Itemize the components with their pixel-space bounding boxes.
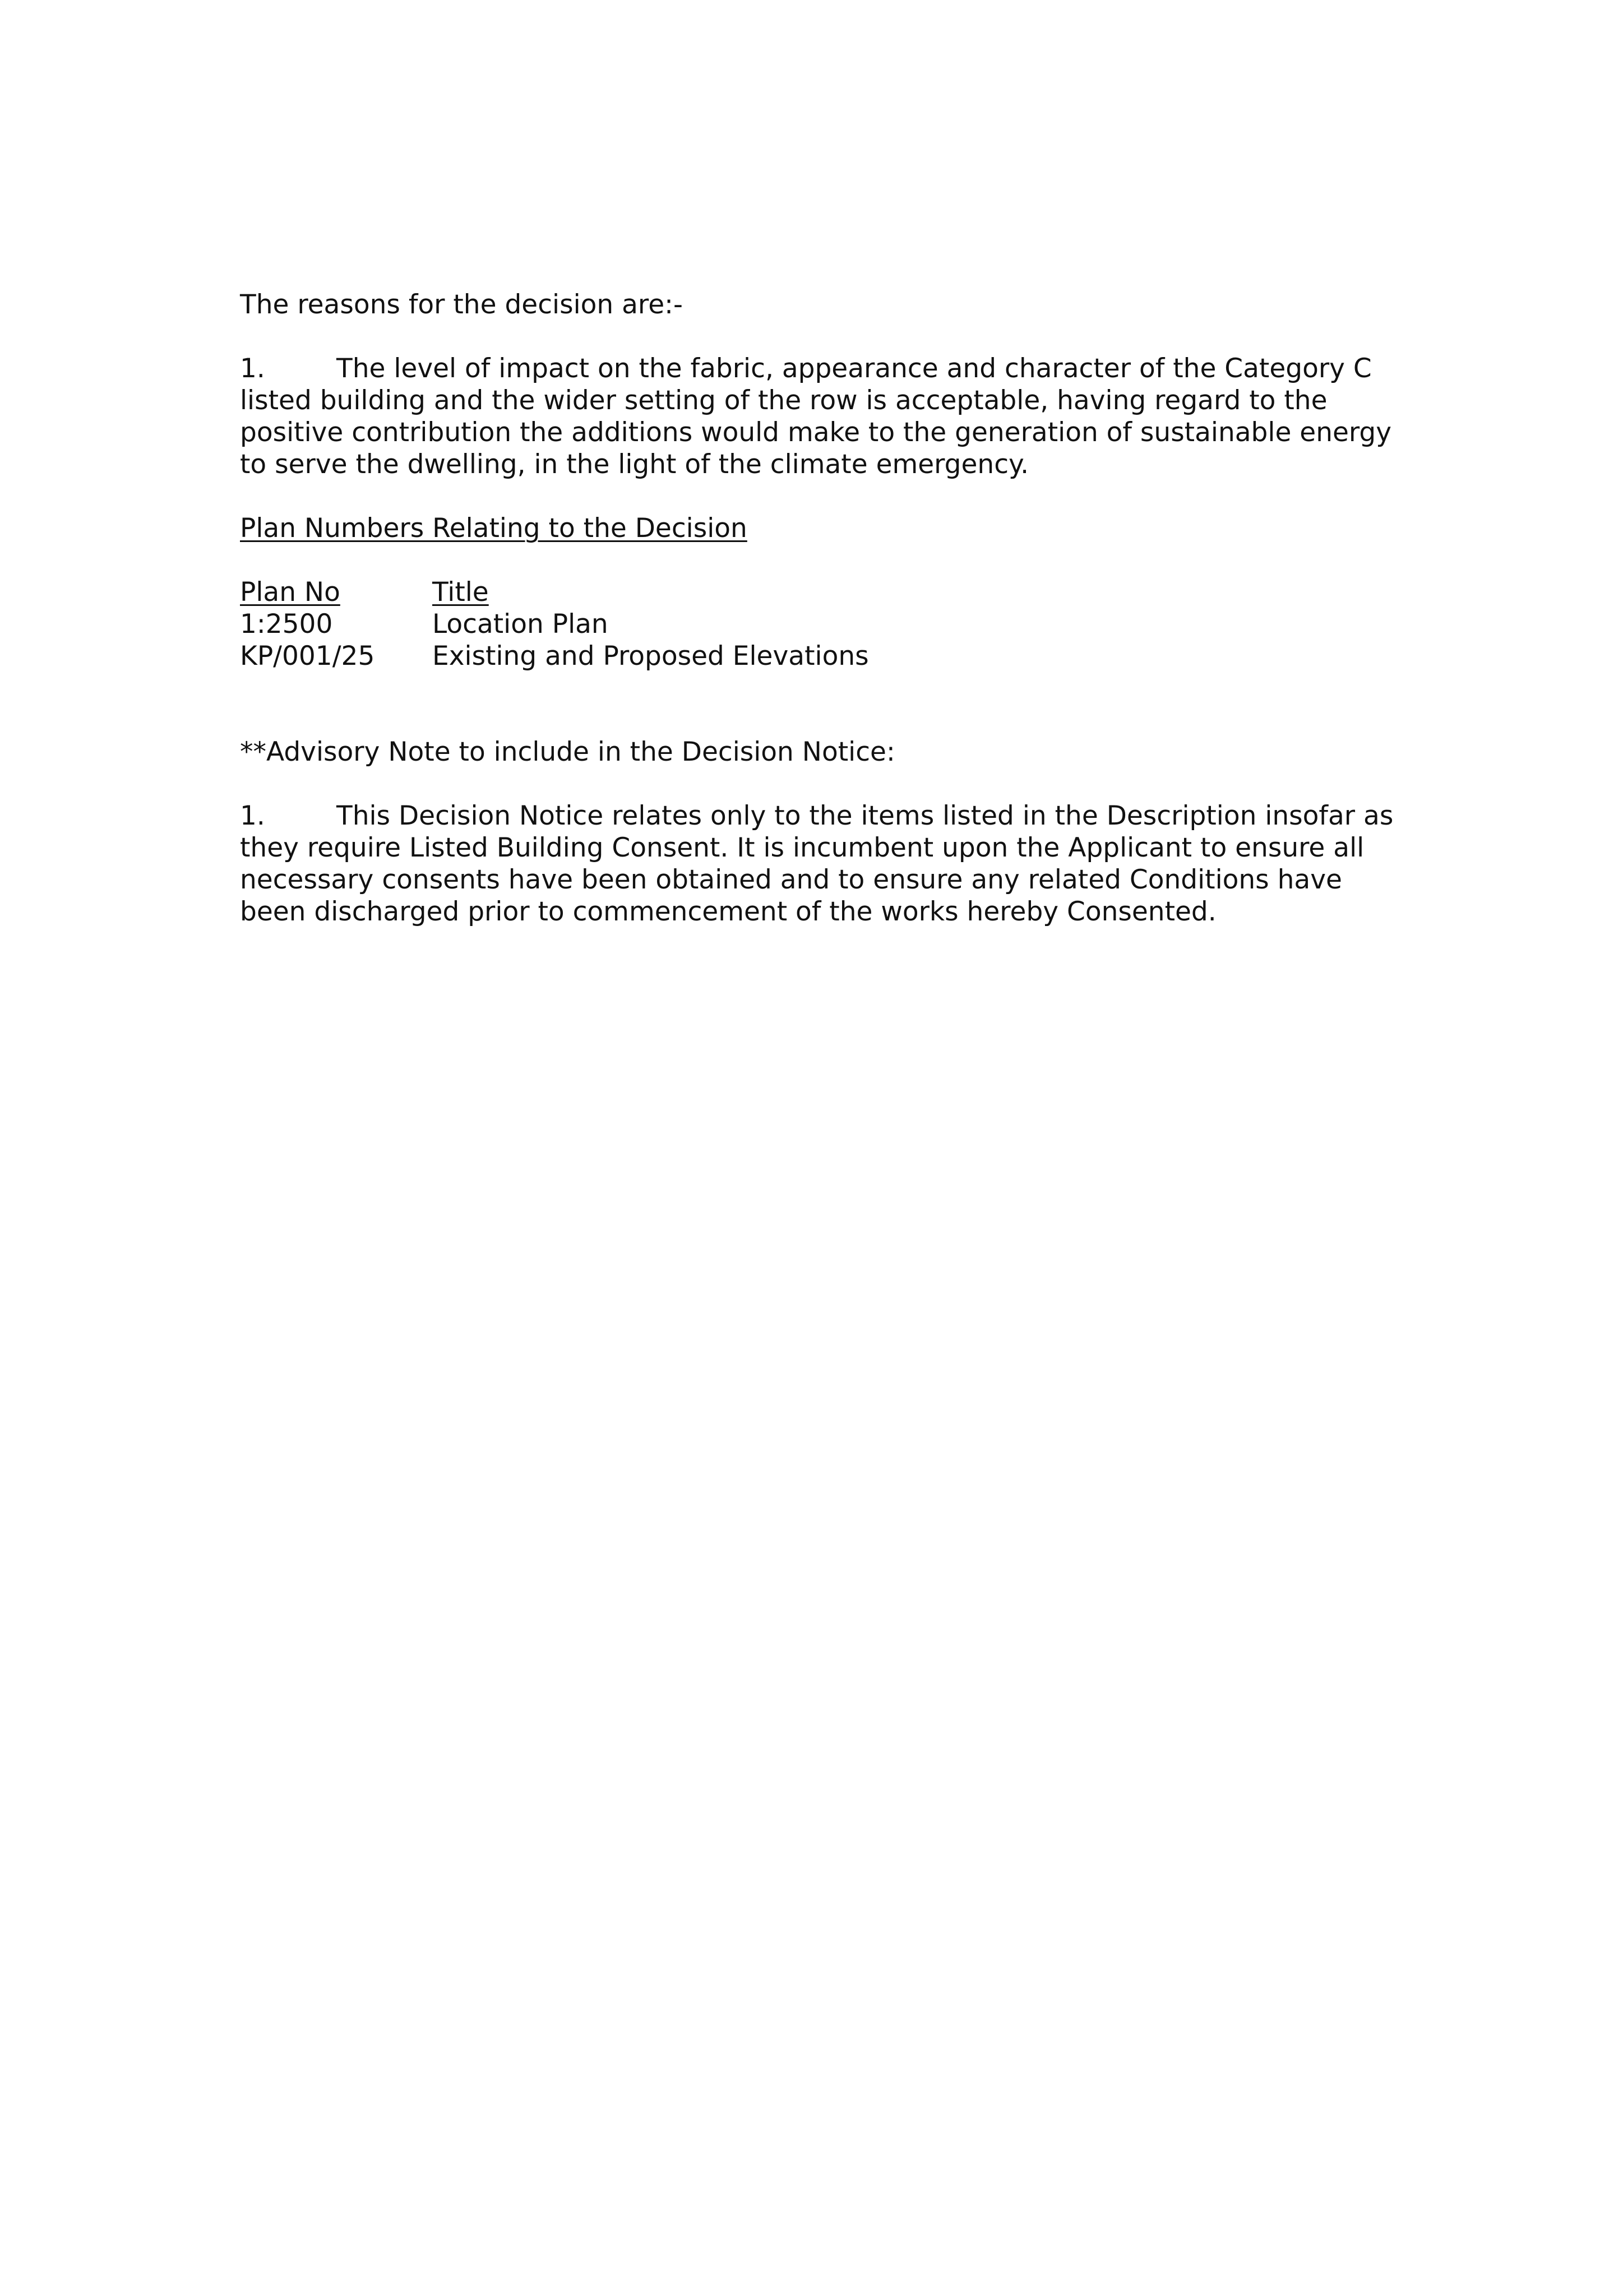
advisory-item-number: 1. xyxy=(240,800,265,831)
plans-table-row xyxy=(240,640,1406,672)
reason-item xyxy=(240,353,1406,480)
plans-table-row xyxy=(240,608,1406,640)
title-column-header: Title xyxy=(432,577,489,608)
plans-heading: Plan Numbers Relating to the Decision xyxy=(240,513,747,544)
plans-table xyxy=(240,576,1406,672)
reason-item-text: The level of impact on the fabric, appearance and character of the Category C listed building and the wider setting of the row is acceptable, having regard to the positive contribution the additions would make to the generation of sustainable energy to serve the dwelling, in the light of the climate emergency. xyxy=(240,353,1392,480)
advisory-item xyxy=(240,800,1406,928)
plan-title: Existing and Proposed Elevations xyxy=(432,641,869,672)
plan-title: Location Plan xyxy=(432,609,608,640)
plans-table-header-row xyxy=(240,576,1406,608)
advisory-heading: **Advisory Note to include in the Decision Notice: xyxy=(240,737,895,767)
reasons-intro: The reasons for the decision are:- xyxy=(240,289,683,320)
advisory-item-text: This Decision Notice relates only to the items listed in the Description insofar as they require Listed Building Consent. It is incumbent upon the Applicant to ensure all necessary consents have been obtained and to ensure any related Conditions have been discharged prior to commencement of the works hereby Consented. xyxy=(240,800,1394,927)
plan-number: KP/001/25 xyxy=(240,641,375,672)
plan-no-column-header: Plan No xyxy=(240,577,340,608)
reason-item-number: 1. xyxy=(240,353,265,384)
plan-number: 1:2500 xyxy=(240,609,333,640)
document-body xyxy=(240,289,1406,960)
